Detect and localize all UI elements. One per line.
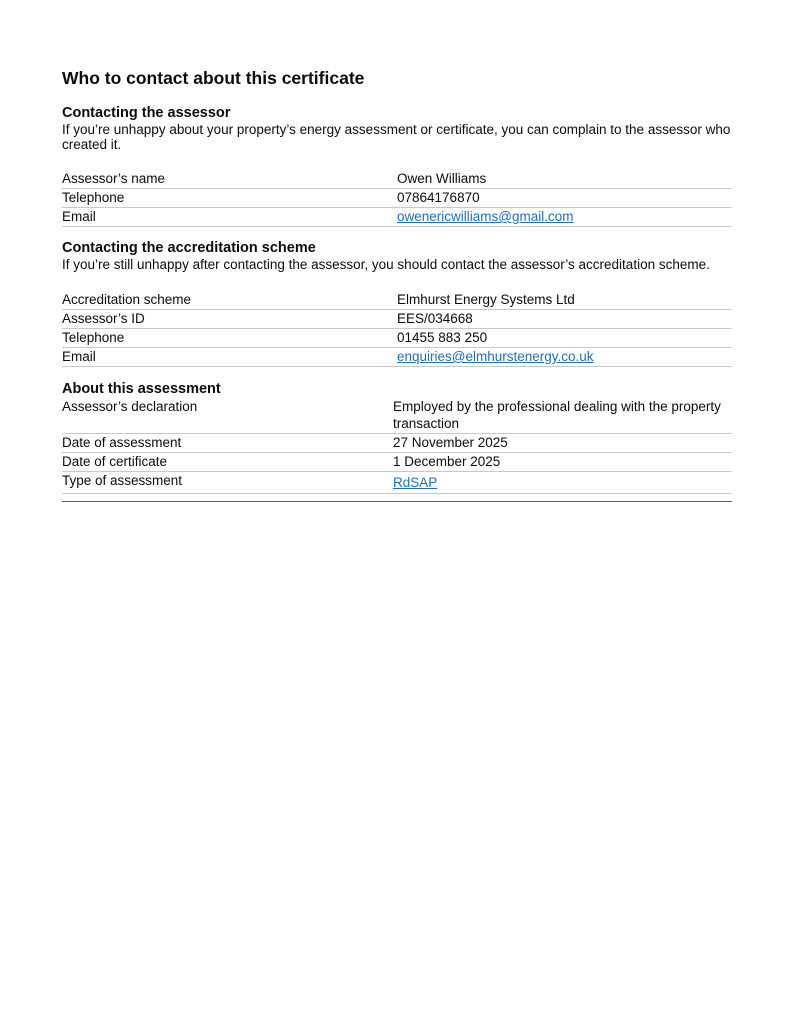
scheme-email-cell — [397, 348, 732, 367]
certificate-contact-page — [62, 66, 732, 494]
table-row — [62, 348, 732, 367]
scheme-heading: Contacting the accreditation scheme — [62, 240, 316, 256]
date-of-certificate-label: Date of certificate — [62, 453, 393, 472]
assessor-name-label: Assessor’s name — [62, 170, 397, 189]
declaration-label: Assessor’s declaration — [62, 398, 393, 434]
table-row — [62, 310, 732, 329]
table-row — [62, 170, 732, 189]
table-row — [62, 329, 732, 348]
type-of-assessment-cell — [393, 472, 732, 494]
about-table — [62, 398, 732, 494]
scheme-telephone-label: Telephone — [62, 329, 397, 348]
table-row — [62, 189, 732, 208]
assessor-id-label: Assessor’s ID — [62, 310, 397, 329]
date-of-assessment-label: Date of assessment — [62, 434, 393, 453]
scheme-intro: If you’re still unhappy after contacting the assessor, you should contact the assessor’s accreditation scheme. — [62, 257, 710, 272]
assessor-telephone-value: 07864176870 — [397, 189, 732, 208]
scheme-email-label: Email — [62, 348, 397, 367]
type-of-assessment-label: Type of assessment — [62, 472, 393, 494]
page-title: Who to contact about this certificate — [62, 68, 365, 88]
assessor-table — [62, 170, 732, 227]
assessor-section — [62, 104, 732, 227]
about-heading: About this assessment — [62, 381, 221, 397]
assessor-email-cell — [397, 208, 732, 227]
declaration-value: Employed by the professional dealing with the property transaction — [393, 398, 732, 434]
table-row — [62, 472, 732, 494]
section-divider — [62, 501, 732, 502]
assessor-email-link[interactable]: owenericwilliams@gmail.com — [397, 209, 574, 224]
table-row — [62, 398, 732, 434]
scheme-telephone-value: 01455 883 250 — [397, 329, 732, 348]
table-row — [62, 434, 732, 453]
date-of-assessment-value: 27 November 2025 — [393, 434, 732, 453]
assessor-heading: Contacting the assessor — [62, 105, 231, 121]
about-section — [62, 380, 732, 494]
assessor-id-value: EES/034668 — [397, 310, 732, 329]
assessor-telephone-label: Telephone — [62, 189, 397, 208]
scheme-table — [62, 291, 732, 367]
assessor-email-label: Email — [62, 208, 397, 227]
date-of-certificate-value: 1 December 2025 — [393, 453, 732, 472]
assessment-type-link[interactable]: RdSAP — [392, 475, 438, 490]
scheme-email-link[interactable]: enquiries@elmhurstenergy.co.uk — [397, 349, 594, 364]
assessor-name-value: Owen Williams — [397, 170, 732, 189]
assessor-intro: If you’re unhappy about your property’s energy assessment or certificate, you can complain to the assessor who created it. — [62, 122, 731, 152]
scheme-section — [62, 239, 732, 367]
table-row — [62, 291, 732, 310]
scheme-name-label: Accreditation scheme — [62, 291, 397, 310]
table-row — [62, 453, 732, 472]
scheme-name-value: Elmhurst Energy Systems Ltd — [397, 291, 732, 310]
table-row — [62, 208, 732, 227]
